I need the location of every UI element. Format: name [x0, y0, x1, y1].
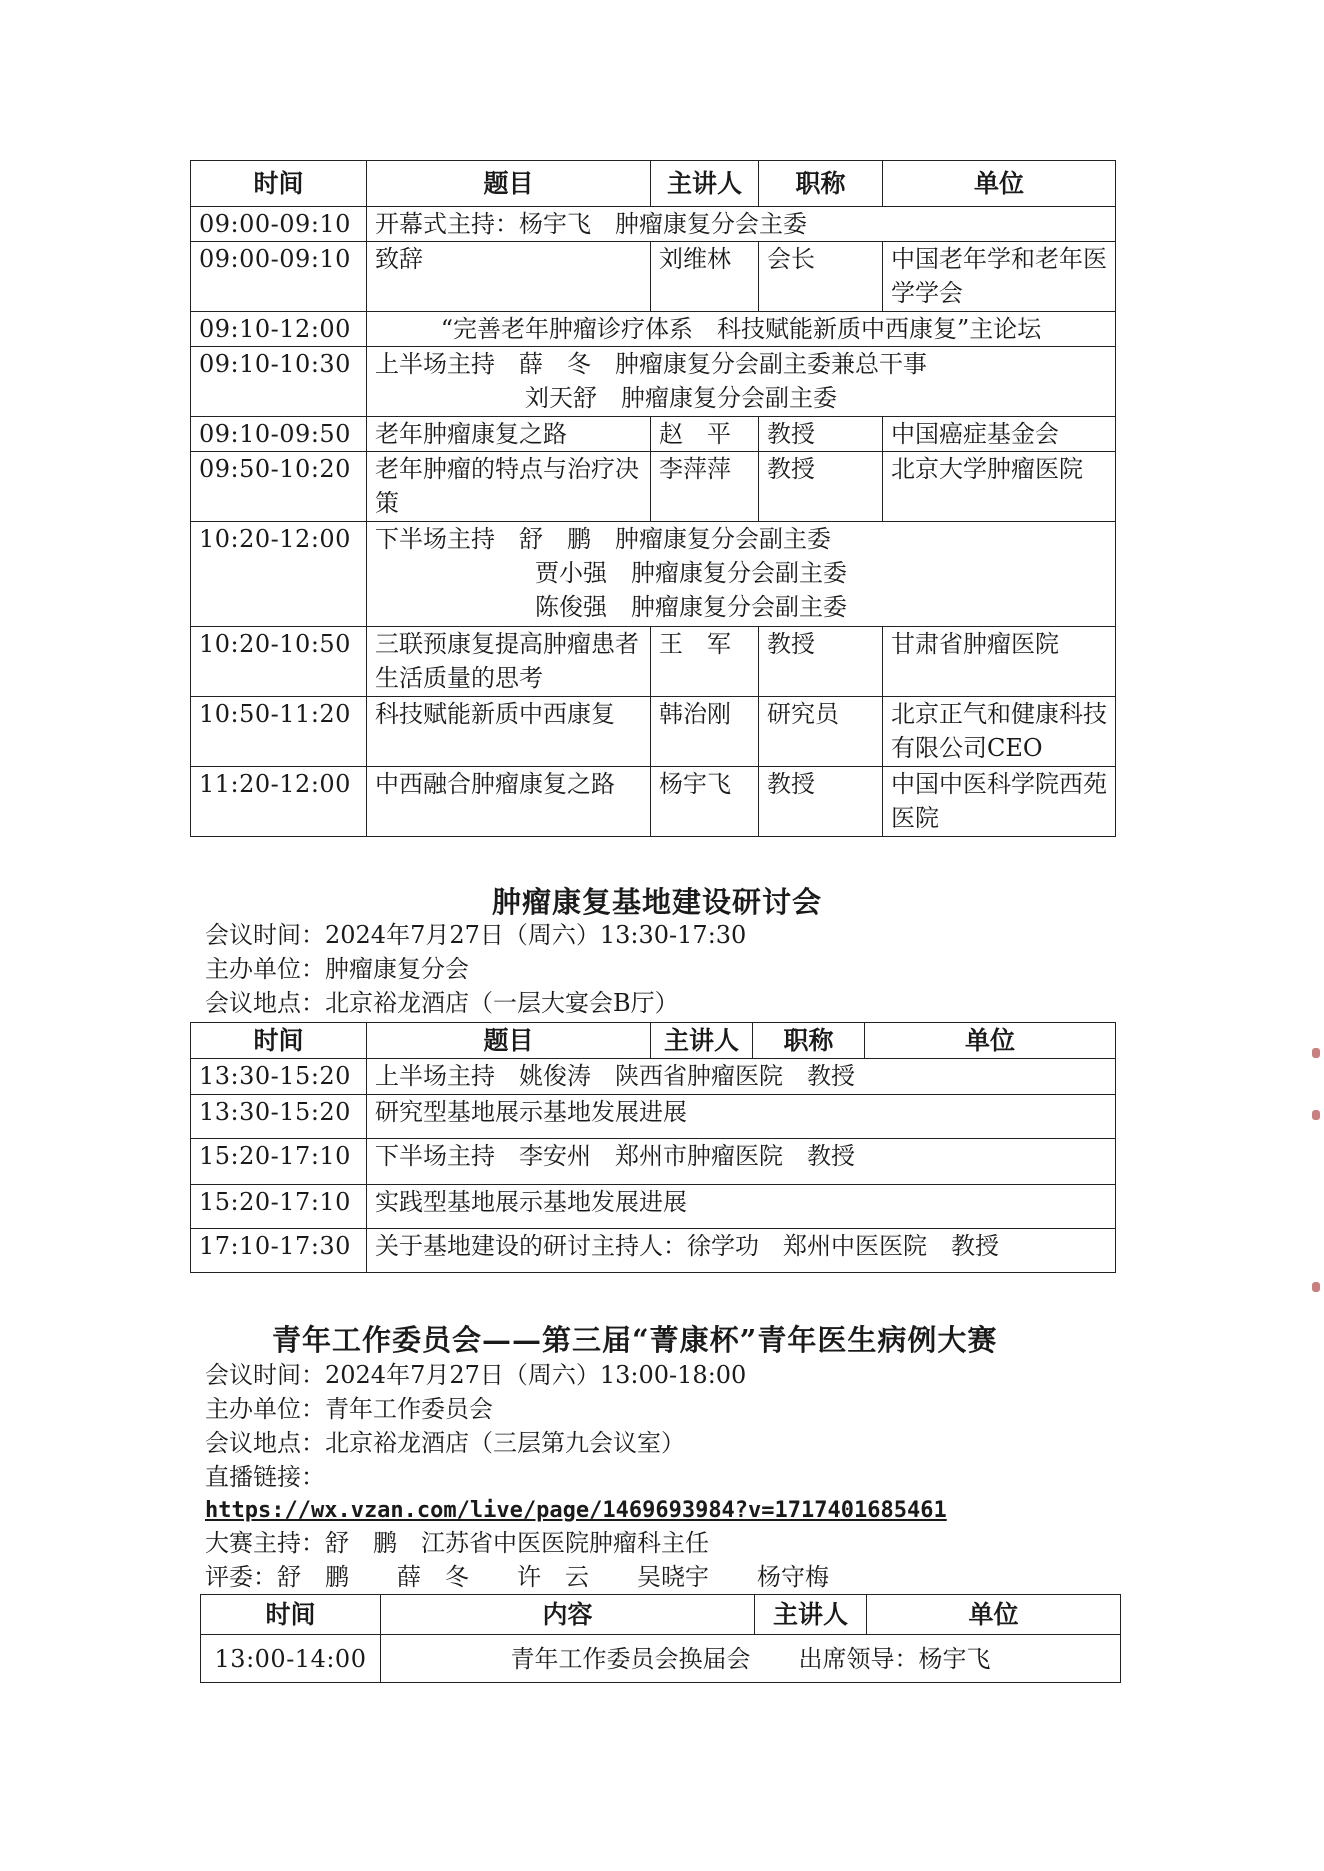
table-row	[191, 207, 1116, 242]
host-line: 上半场主持 薛 冬 肿瘤康复分会副主委兼总干事	[375, 350, 927, 378]
row-title: 教授	[759, 452, 883, 522]
table-row	[191, 1229, 1116, 1273]
row-content: 关于基地建设的研讨主持人：徐学功 郑州中医医院 教授	[367, 1229, 1116, 1273]
row-content: 研究型基地展示基地发展进展	[367, 1095, 1116, 1139]
row-content: 青年工作委员会换届会 出席领导：杨宇飞	[381, 1635, 1121, 1683]
table-row	[191, 452, 1116, 522]
row-title: 教授	[759, 627, 883, 697]
header-speaker: 主讲人	[651, 161, 759, 207]
scan-mark	[1312, 1110, 1320, 1120]
host-line: 贾小强 肿瘤康复分会副主委	[535, 559, 847, 587]
row-time: 13:00-14:00	[201, 1635, 381, 1683]
row-speaker: 李萍萍	[651, 452, 759, 522]
row-speaker: 杨宇飞	[651, 767, 759, 837]
section3-venue: 会议地点：北京裕龙酒店（三层第九会议室）	[205, 1429, 685, 1457]
table-row	[191, 627, 1116, 697]
row-time: 13:30-15:20	[191, 1059, 367, 1095]
header-topic: 题目	[367, 161, 651, 207]
table-row	[191, 242, 1116, 312]
row-time: 09:10-09:50	[191, 417, 367, 452]
row-time: 10:20-10:50	[191, 627, 367, 697]
table-row	[191, 1185, 1116, 1229]
row-time: 13:30-15:20	[191, 1095, 367, 1139]
table-row	[191, 1059, 1116, 1095]
row-unit: 中国癌症基金会	[883, 417, 1116, 452]
header-speaker: 主讲人	[755, 1595, 867, 1635]
row-title: 会长	[759, 242, 883, 312]
row-unit: 甘肃省肿瘤医院	[883, 627, 1116, 697]
row-unit: 中国中医科学院西苑医院	[883, 767, 1116, 837]
row-title: 教授	[759, 417, 883, 452]
row-topic: 老年肿瘤康复之路	[367, 417, 651, 452]
section3-organizer: 主办单位：青年工作委员会	[205, 1395, 493, 1423]
table-row	[191, 1095, 1116, 1139]
header-unit: 单位	[883, 161, 1116, 207]
row-speaker: 赵 平	[651, 417, 759, 452]
row-time: 10:20-12:00	[191, 522, 367, 627]
row-topic: 三联预康复提高肿瘤患者生活质量的思考	[367, 627, 651, 697]
table-row	[191, 1139, 1116, 1185]
row-time: 09:00-09:10	[191, 242, 367, 312]
live-link-url[interactable]: https://wx.vzan.com/live/page/1469693984?v=1717401685461	[205, 1498, 947, 1523]
row-hosts	[367, 522, 1116, 627]
row-speaker: 王 军	[651, 627, 759, 697]
forum-schedule-table	[190, 160, 1116, 837]
host-line: 陈俊强 肿瘤康复分会副主委	[535, 593, 847, 621]
table-header-row	[191, 161, 1116, 207]
row-time: 17:10-17:30	[191, 1229, 367, 1273]
header-unit: 单位	[865, 1023, 1116, 1059]
header-topic: 题目	[367, 1023, 651, 1059]
row-time: 09:00-09:10	[191, 207, 367, 242]
table-row	[191, 697, 1116, 767]
row-time: 15:20-17:10	[191, 1139, 367, 1185]
section2-meeting-time: 会议时间：2024年7月27日（周六）13:30-17:30	[205, 921, 747, 949]
table-header-row	[191, 1023, 1116, 1059]
row-topic: 老年肿瘤的特点与治疗决策	[367, 452, 651, 522]
main-forum-title: “完善老年肿瘤诊疗体系 科技赋能新质中西康复”主论坛	[367, 312, 1116, 347]
row-content: 下半场主持 李安州 郑州市肿瘤医院 教授	[367, 1139, 1116, 1185]
section2-venue: 会议地点：北京裕龙酒店（一层大宴会B厅）	[205, 989, 679, 1017]
row-unit: 北京大学肿瘤医院	[883, 452, 1116, 522]
judges: 评委：舒 鹏 薛 冬 许 云 吴晓宇 杨守梅	[205, 1563, 829, 1591]
header-title: 职称	[759, 161, 883, 207]
table-row	[191, 417, 1116, 452]
header-speaker: 主讲人	[651, 1023, 753, 1059]
section2-title: 肿瘤康复基地建设研讨会	[492, 885, 823, 919]
row-title: 教授	[759, 767, 883, 837]
row-time: 09:10-10:30	[191, 347, 367, 417]
header-title: 职称	[753, 1023, 865, 1059]
table-header-row	[201, 1595, 1121, 1635]
header-time: 时间	[191, 161, 367, 207]
table-row	[191, 767, 1116, 837]
row-time: 09:50-10:20	[191, 452, 367, 522]
row-speaker: 刘维林	[651, 242, 759, 312]
section3-title: 青年工作委员会——第三届“菁康杯”青年医生病例大赛	[272, 1323, 998, 1357]
row-time: 10:50-11:20	[191, 697, 367, 767]
table-row	[191, 347, 1116, 417]
section2-organizer: 主办单位：肿瘤康复分会	[205, 955, 469, 983]
table-row	[191, 312, 1116, 347]
row-topic: 致辞	[367, 242, 651, 312]
base-seminar-table	[190, 1022, 1116, 1273]
row-unit: 中国老年学和老年医学学会	[883, 242, 1116, 312]
scan-mark	[1312, 1048, 1320, 1058]
row-topic: 中西融合肿瘤康复之路	[367, 767, 651, 837]
row-unit: 北京正气和健康科技有限公司CEO	[883, 697, 1116, 767]
host-line: 刘天舒 肿瘤康复分会副主委	[525, 384, 837, 412]
contest-table	[200, 1594, 1121, 1683]
table-row	[201, 1635, 1121, 1683]
host-line: 下半场主持 舒 鹏 肿瘤康复分会副主委	[375, 525, 831, 553]
table-row	[191, 522, 1116, 627]
row-content: 上半场主持 姚俊涛 陕西省肿瘤医院 教授	[367, 1059, 1116, 1095]
header-time: 时间	[191, 1023, 367, 1059]
row-time: 15:20-17:10	[191, 1185, 367, 1229]
live-link-label: 直播链接：	[205, 1463, 325, 1491]
row-title: 研究员	[759, 697, 883, 767]
scan-mark	[1312, 1282, 1320, 1292]
row-hosts	[367, 347, 1116, 417]
row-time: 11:20-12:00	[191, 767, 367, 837]
row-speaker: 韩治刚	[651, 697, 759, 767]
header-unit: 单位	[867, 1595, 1121, 1635]
contest-host: 大赛主持：舒 鹏 江苏省中医医院肿瘤科主任	[205, 1529, 709, 1557]
row-content: 实践型基地展示基地发展进展	[367, 1185, 1116, 1229]
row-topic: 科技赋能新质中西康复	[367, 697, 651, 767]
header-time: 时间	[201, 1595, 381, 1635]
section3-meeting-time: 会议时间：2024年7月27日（周六）13:00-18:00	[205, 1361, 747, 1389]
header-content: 内容	[381, 1595, 755, 1635]
row-time: 09:10-12:00	[191, 312, 367, 347]
row-topic: 开幕式主持：杨宇飞 肿瘤康复分会主委	[367, 207, 1116, 242]
